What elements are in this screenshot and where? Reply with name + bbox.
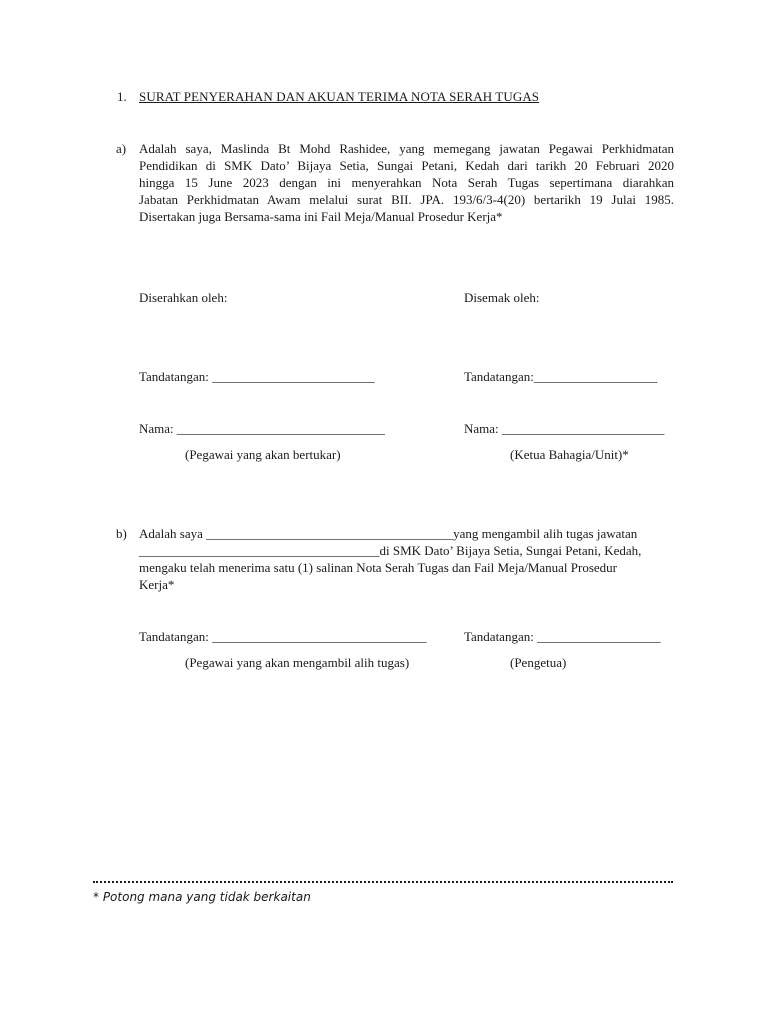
heading-number: 1. [117, 89, 127, 104]
role-caption-handover: (Pegawai yang akan bertukar) [185, 447, 341, 462]
section-b-line: Adalah saya ______________________________________yang mengambil alih tugas jawatan [139, 526, 638, 541]
section-a-line: Jabatan Perkhidmatan Awam melalui surat BII. JPA. 193/6/3-4(20) bertarikh 19 Julai 1985. [139, 192, 674, 207]
section-a-line: Disertakan juga Bersama-sama ini Fail Meja/Manual Prosedur Kerja* [139, 209, 503, 224]
section-a-line: Adalah saya, Maslinda Bt Mohd Rashidee, yang memegang jawatan Pegawai Perkhidmatan [139, 141, 674, 156]
section-b-line: _____________________________________di SMK Dato’ Bijaya Setia, Sungai Petani, Kedah, [139, 543, 642, 558]
signature-field-checker: Tandatangan:___________________ [464, 369, 658, 384]
role-caption-checker: (Ketua Bahagia/Unit)* [510, 447, 629, 462]
signature-field-handover: Tandatangan: _________________________ [139, 369, 375, 384]
section-a-paragraph [139, 140, 674, 225]
role-caption-takeover: (Pegawai yang akan mengambil alih tugas) [185, 655, 410, 670]
section-a-line: hingga 15 June 2023 dengan ini menyerahkan Nota Serah Tugas sepertimana diarahkan [139, 175, 674, 190]
footnote-text: * Potong mana yang tidak berkaitan [93, 890, 311, 904]
section-b-line: mengaku telah menerima satu (1) salinan Nota Serah Tugas dan Fail Meja/Manual Prosedur [139, 560, 618, 575]
section-a-label: a) [116, 141, 127, 156]
handed-by-label: Diserahkan oleh: [139, 290, 228, 305]
heading-title: SURAT PENYERAHAN DAN AKUAN TERIMA NOTA SERAH TUGAS [139, 89, 540, 104]
name-field-checker: Nama: _________________________ [464, 421, 665, 436]
role-caption-principal: (Pengetua) [510, 655, 567, 670]
name-field-handover: Nama: ________________________________ [139, 421, 385, 436]
signature-field-takeover: Tandatangan: _________________________________ [139, 629, 427, 644]
footnote-dotted-rule [93, 881, 673, 883]
section-b-line: Kerja* [139, 577, 175, 592]
section-b-label: b) [116, 526, 127, 541]
section-b-paragraph [139, 525, 679, 593]
checked-by-label: Disemak oleh: [464, 290, 540, 305]
section-a-line: Pendidikan di SMK Dato’ Bijaya Setia, Sungai Petani, Kedah dari tarikh 20 Februari 2020 [139, 158, 674, 173]
signature-field-principal: Tandatangan: ___________________ [464, 629, 661, 644]
